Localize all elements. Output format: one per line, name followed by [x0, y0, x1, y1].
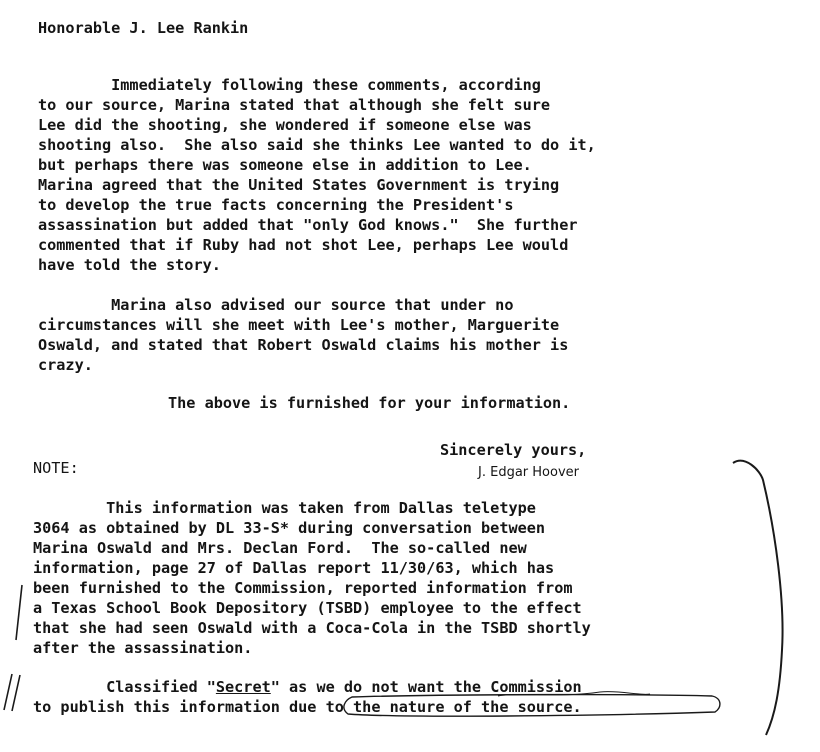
note-label: NOTE: — [33, 459, 79, 477]
note-para2-text: " as we do not want the Commission — [270, 678, 582, 696]
body-para1-line: have told the story. — [38, 256, 221, 274]
margin-bracket — [733, 461, 783, 735]
body-para2-line: Marina also advised our source that under no — [38, 296, 514, 314]
body-para1-line: to our source, Marina stated that although she felt sure — [38, 96, 551, 114]
body-para2-line: Oswald, and stated that Robert Oswald claims his mother is — [38, 336, 569, 354]
note-para1-line: 3064 as obtained by DL 33-S* during conversation between — [33, 519, 546, 537]
body-para1-line: Immediately following these comments, according — [38, 76, 541, 94]
body-para1-line: shooting also. She also said she thinks Lee wanted to do it, — [38, 136, 596, 154]
margin-line-left — [16, 585, 22, 640]
note-para2-line: to publish this information due to the nature of the source. — [33, 698, 582, 716]
body-para1-line: to develop the true facts concerning the President's — [38, 196, 514, 214]
note-para1-line: This information was taken from Dallas teletype — [33, 499, 536, 517]
valediction: Sincerely yours, — [440, 441, 587, 459]
note-para1-line: information, page 27 of Dallas report 11/30/63, which has — [33, 559, 555, 577]
body-para2-line: crazy. — [38, 356, 93, 374]
note-para1-line: that she had seen Oswald with a Coca-Cola in the TSBD shortly — [33, 619, 591, 637]
signature: J. Edgar Hoover — [478, 465, 579, 480]
margin-slash — [4, 674, 20, 711]
body-para1-line: Marina agreed that the United States Government is trying — [38, 176, 560, 194]
note-para1-line: been furnished to the Commission, reported information from — [33, 579, 573, 597]
body-para1-line: commented that if Ruby had not shot Lee, perhaps Lee would — [38, 236, 569, 254]
note-para1-line: a Texas School Book Depository (TSBD) employee to the effect — [33, 599, 582, 617]
note-para1-line: after the assassination. — [33, 639, 253, 657]
body-para1-line: assassination but added that "only God knows." She further — [38, 216, 578, 234]
note-para2-line — [33, 677, 582, 697]
body-para2-line: circumstances will she meet with Lee's mother, Marguerite — [38, 316, 560, 334]
secret-word: Secret — [215, 678, 271, 696]
body-para1-line: Lee did the shooting, she wondered if someone else was — [38, 116, 532, 134]
note-para1-line: Marina Oswald and Mrs. Declan Ford. The so-called new — [33, 539, 527, 557]
body-para1-line: but perhaps there was someone else in addition to Lee. — [38, 156, 532, 174]
note-para2-text: Classified " — [33, 678, 216, 696]
addressee-line: Honorable J. Lee Rankin — [38, 19, 249, 37]
body-para3-line: The above is furnished for your information. — [168, 394, 571, 412]
